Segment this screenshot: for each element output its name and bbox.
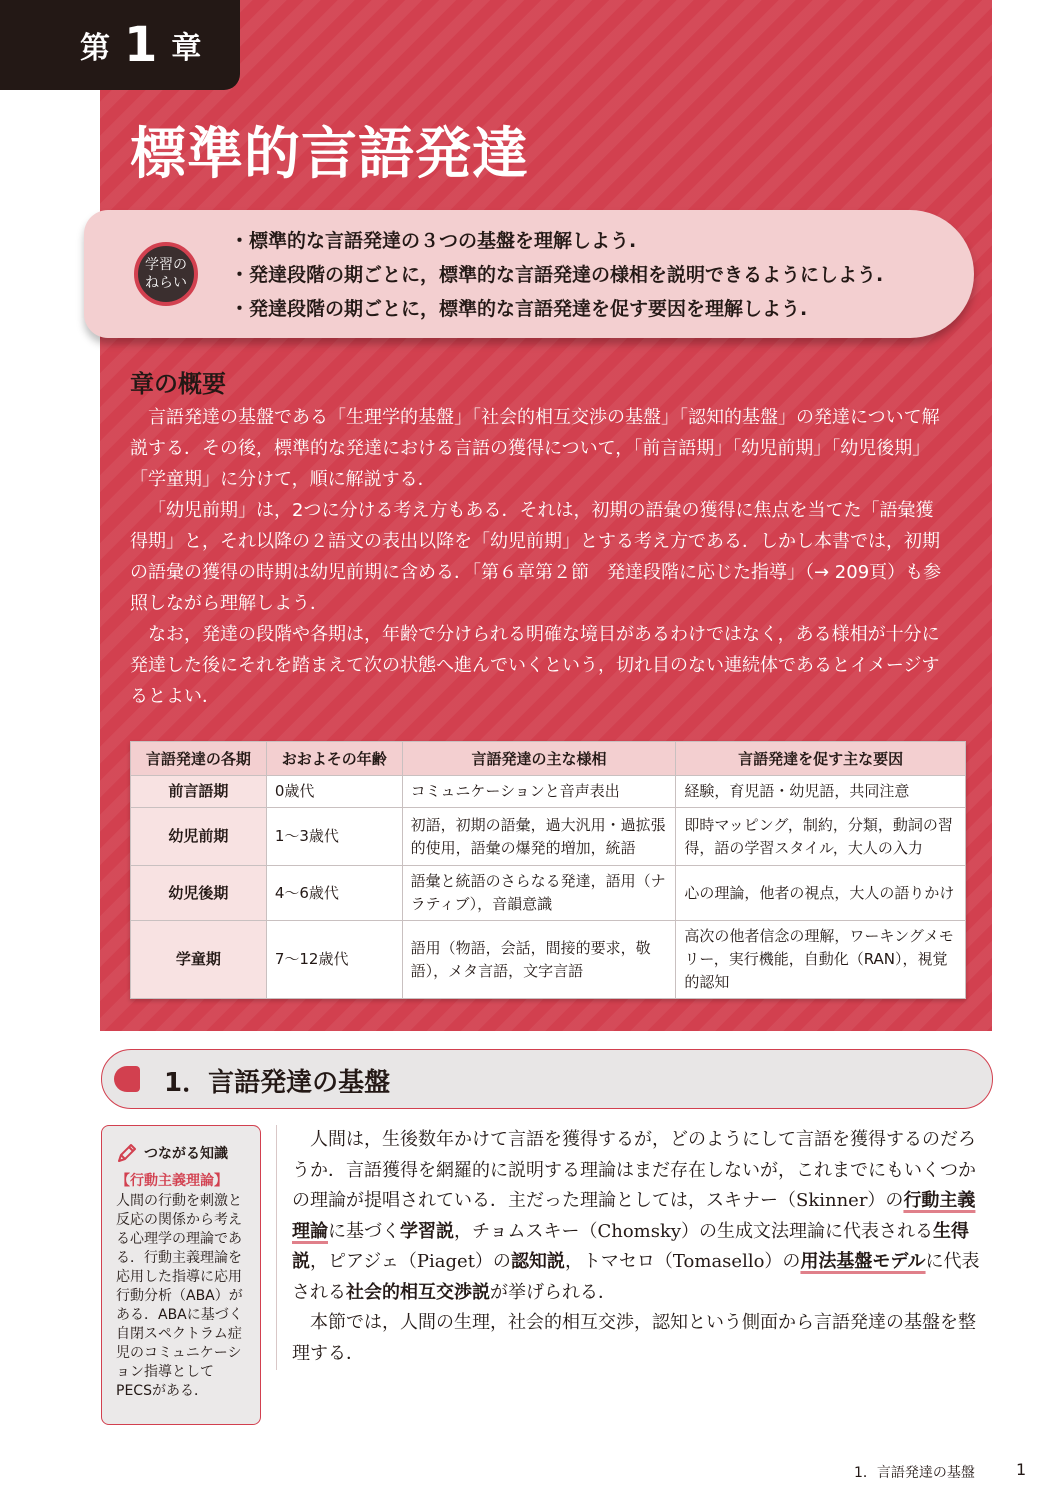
sidebar-term: 【行動主義理論】 bbox=[116, 1173, 228, 1189]
text-run: に代表される bbox=[292, 1251, 980, 1303]
age-cell: 0歳代 bbox=[266, 776, 402, 808]
text-run: ，チョムスキー（Chomsky）の生成文法理論に代表される bbox=[454, 1220, 934, 1242]
overview-heading: 章の概要 bbox=[130, 370, 226, 398]
section-title: 1．言語発達の基盤 bbox=[164, 1068, 391, 1098]
badge-line-2: ねらい bbox=[145, 275, 187, 291]
factor-cell: 経験，育児語・幼児語，共同注意 bbox=[676, 776, 966, 808]
overview-paragraph: 「幼児前期」は，2つに分ける考え方もある．それは，初期の語彙の獲得に焦点を当てた「語彙獲得期」と，それ以降の２語文の表出以降を「幼児前期」とする考え方である．しかし本書では，初期の語彙の獲得の時期は幼児前期に含める．「第６章第２節 発達段階に応じた指導」（→ 209頁）も参照しながら理解しよう． bbox=[130, 500, 942, 614]
chapter-number: 1 bbox=[124, 17, 158, 73]
factor-cell: 高次の他者信念の理解，ワーキングメモリー，実行機能，自動化（RAN），視覚的認知 bbox=[676, 921, 966, 999]
stage-cell: 幼児前期 bbox=[131, 808, 267, 866]
aim-item: ・ 発達段階の期ごとに，標準的な言語発達の様相を説明できるようにしよう. bbox=[230, 258, 883, 292]
age-cell: 4〜6歳代 bbox=[266, 866, 402, 921]
overview-paragraph: なお，発達の段階や各期は，年齢で分けられる明確な境目があるわけではなく，ある様相が十分に発達した後にそれを踏まえて次の状態へ進んでいくという，切れ目のない連続体であるとイメージするとよい． bbox=[130, 624, 940, 707]
column-header: おおよその年齢 bbox=[266, 742, 402, 776]
age-cell: 7〜12歳代 bbox=[266, 921, 402, 999]
column-header: 言語発達の各期 bbox=[131, 742, 267, 776]
column-header: 言語発達を促す主な要因 bbox=[676, 742, 966, 776]
stage-cell: 前言語期 bbox=[131, 776, 267, 808]
table-row bbox=[131, 808, 966, 866]
section-heading-bar bbox=[101, 1049, 993, 1109]
key-term: 社会的相互交渉説 bbox=[346, 1281, 490, 1303]
aspect-cell: コミュニケーションと音声表出 bbox=[402, 776, 676, 808]
aspect-cell: 語彙と統語のさらなる発達，語用（ナラティブ），音韻意識 bbox=[402, 866, 676, 921]
aspect-cell: 語用（物語，会話，間接的要求，敬語），メタ言語，文字言語 bbox=[402, 921, 676, 999]
running-footer: 1．言語発達の基盤 bbox=[854, 1465, 975, 1481]
development-stages-table bbox=[130, 741, 966, 999]
column-divider bbox=[276, 1125, 277, 1370]
related-knowledge-sidebar bbox=[101, 1125, 261, 1425]
stage-cell: 幼児後期 bbox=[131, 866, 267, 921]
main-body-text bbox=[292, 1125, 992, 1369]
table-row bbox=[131, 921, 966, 999]
chapter-title: 標準的言語発達 bbox=[130, 122, 529, 187]
key-term: 行動主義理論 bbox=[292, 1190, 976, 1242]
aim-item: ・ 標準的な言語発達の３つの基盤を理解しよう. bbox=[230, 224, 883, 258]
learning-aims-box bbox=[84, 210, 974, 338]
age-cell: 1〜3歳代 bbox=[266, 808, 402, 866]
table-row bbox=[131, 866, 966, 921]
text-run: ，ピアジェ（Piaget）の bbox=[310, 1251, 511, 1272]
aim-item: ・ 発達段階の期ごとに，標準的な言語発達を促す要因を理解しよう. bbox=[230, 292, 883, 326]
key-term: 用法基盤モデル bbox=[800, 1251, 926, 1272]
text-run: に基づく bbox=[328, 1220, 400, 1242]
chapter-suffix: 章 bbox=[171, 31, 202, 66]
text-run: が挙げられる． bbox=[490, 1281, 616, 1303]
chapter-prefix: 第 bbox=[80, 31, 110, 66]
learning-aims-badge bbox=[134, 242, 198, 306]
column-header: 言語発達の主な様相 bbox=[402, 742, 676, 776]
text-run: 人間は，生後数年かけて言語を獲得するが，どのようにして言語を獲得するのだろうか．言語獲得を網羅的に説明する理論はまだ存在しないが，これまでにもいくつかの理論が提唱されている．主だった理論としては，スキナー（Skinner）の bbox=[292, 1129, 976, 1211]
aspect-cell: 初語，初期の語彙，過大汎用・過拡張的使用，語彙の爆発的増加，統語 bbox=[402, 808, 676, 866]
badge-line-1: 学習の bbox=[145, 257, 187, 273]
key-term: 学習説 bbox=[400, 1220, 454, 1242]
pencil-icon bbox=[116, 1142, 138, 1164]
body-paragraph bbox=[292, 1125, 992, 1308]
factor-cell: 心の理論，他者の視点，大人の語りかけ bbox=[676, 866, 966, 921]
key-term: 生得説 bbox=[292, 1220, 970, 1272]
sidebar-body: 人間の行動を刺激と反応の関係から考える心理学の理論である．行動主義理論を応用した指導に応用行動分析（ABA）がある．ABAに基づく自閉スペクトラム症児のコミュニケーション指導としてPECSがある． bbox=[116, 1193, 243, 1399]
sidebar-heading bbox=[116, 1142, 248, 1164]
table-header-row bbox=[131, 742, 966, 776]
page-number: 1 bbox=[1016, 1460, 1027, 1479]
stage-cell: 学童期 bbox=[131, 921, 267, 999]
overview-body bbox=[130, 402, 950, 712]
factor-cell: 即時マッピング，制約，分類，動詞の習得，語の学習スタイル，大人の入力 bbox=[676, 808, 966, 866]
overview-paragraph: 言語発達の基盤である「生理学的基盤」「社会的相互交渉の基盤」「認知的基盤」の発達について解説する．その後，標準的な発達における言語の獲得について，「前言語期」「幼児前期」「幼児後期」「学童期」に分けて，順に解説する． bbox=[130, 407, 940, 490]
body-paragraph: 本節では，人間の生理，社会的相互交渉，認知という側面から言語発達の基盤を整理する． bbox=[292, 1312, 976, 1364]
aims-list bbox=[230, 224, 883, 326]
chapter-tab bbox=[0, 0, 240, 90]
sidebar-heading-text: つながる知識 bbox=[144, 1146, 228, 1162]
key-term: 認知説 bbox=[510, 1251, 565, 1272]
table-row bbox=[131, 776, 966, 808]
text-run: ，トマセロ（Tomasello）の bbox=[564, 1251, 801, 1272]
